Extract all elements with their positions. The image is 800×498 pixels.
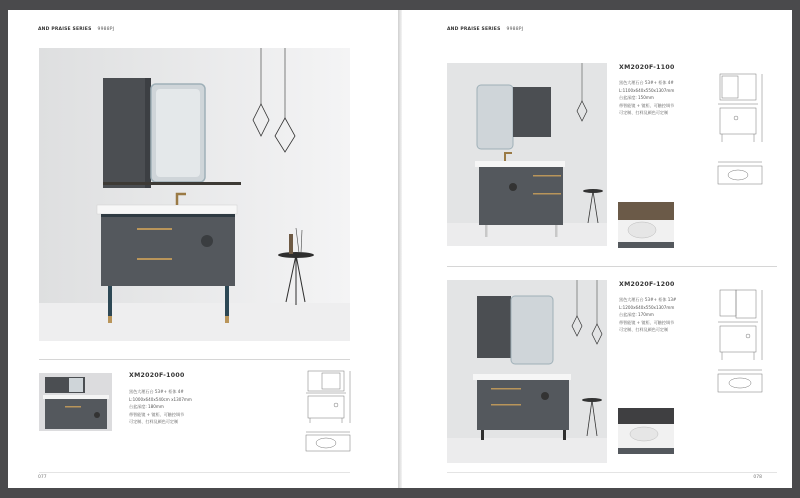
product-photo-1200 (447, 280, 607, 463)
spec-line: 可定制、打样及颜色可定制 (619, 327, 669, 333)
spec-line: 可定制、打样及颜色可定制 (129, 419, 179, 425)
elevation-drawing-1200 (714, 284, 766, 364)
plan-drawing-1100 (716, 160, 766, 186)
left-page (8, 10, 398, 488)
series-sub: 9988PJ (97, 27, 115, 32)
page-number: 078 (753, 475, 762, 480)
product-photo-1100 (447, 63, 607, 246)
basin-detail-photo-1200 (618, 408, 674, 454)
spec-line: 可定制、打样及颜色可定制 (619, 110, 669, 116)
product-thumbnail (39, 373, 112, 431)
spec-line: 带智能镜 + 镜柜、可触控调节 (619, 102, 675, 108)
divider-rule (447, 266, 777, 267)
product-specs-1200 (619, 296, 676, 334)
plan-drawing-1200 (716, 368, 766, 394)
product-model-1100: XM2020F-1100 (619, 64, 675, 71)
series-label: AND PRAISE SERIES (447, 27, 501, 32)
spec-line: L:1200x640x550x1307mm (619, 304, 675, 310)
spec-line: L:1100x640x550x1307mm (619, 87, 675, 93)
series-header (38, 27, 114, 32)
spec-line: 台盆深度: 170mm (619, 312, 654, 318)
spec-line: 台盆深度: 150mm (619, 95, 654, 101)
elevation-drawing-1100 (714, 68, 766, 146)
product-model: XM2020F-1000 (129, 372, 185, 379)
divider-rule (39, 359, 350, 360)
spec-line: 黑色大理石台 53#+ 柜体 13# (619, 297, 677, 302)
footer-rule (447, 472, 777, 473)
product-specs (129, 388, 192, 426)
series-header (447, 27, 523, 32)
spec-line: 带智能镜 + 镜柜、可触控调节 (129, 411, 185, 417)
spec-line: L:1000x640x540cm x1307mm (129, 396, 192, 402)
series-label: AND PRAISE SERIES (38, 27, 92, 32)
elevation-drawing (302, 367, 354, 425)
product-specs-1100 (619, 79, 674, 117)
footer-rule (39, 472, 350, 473)
page-number: 077 (38, 475, 47, 480)
spec-line: 带智能镜 + 镜柜、可触控调节 (619, 319, 675, 325)
spec-line: 黑色大理石台 53#+ 柜体 4# (129, 389, 184, 394)
spec-line: 台盆深度: 180mm (129, 404, 164, 410)
basin-detail-photo-1100 (618, 202, 674, 248)
spec-line: 黑色大理石台 53#+ 柜体 4# (619, 80, 674, 85)
series-sub: 9988PJ (506, 27, 524, 32)
hero-photo (39, 48, 350, 341)
plan-drawing (304, 431, 354, 453)
product-model-1200: XM2020F-1200 (619, 281, 675, 288)
right-page (402, 10, 792, 488)
